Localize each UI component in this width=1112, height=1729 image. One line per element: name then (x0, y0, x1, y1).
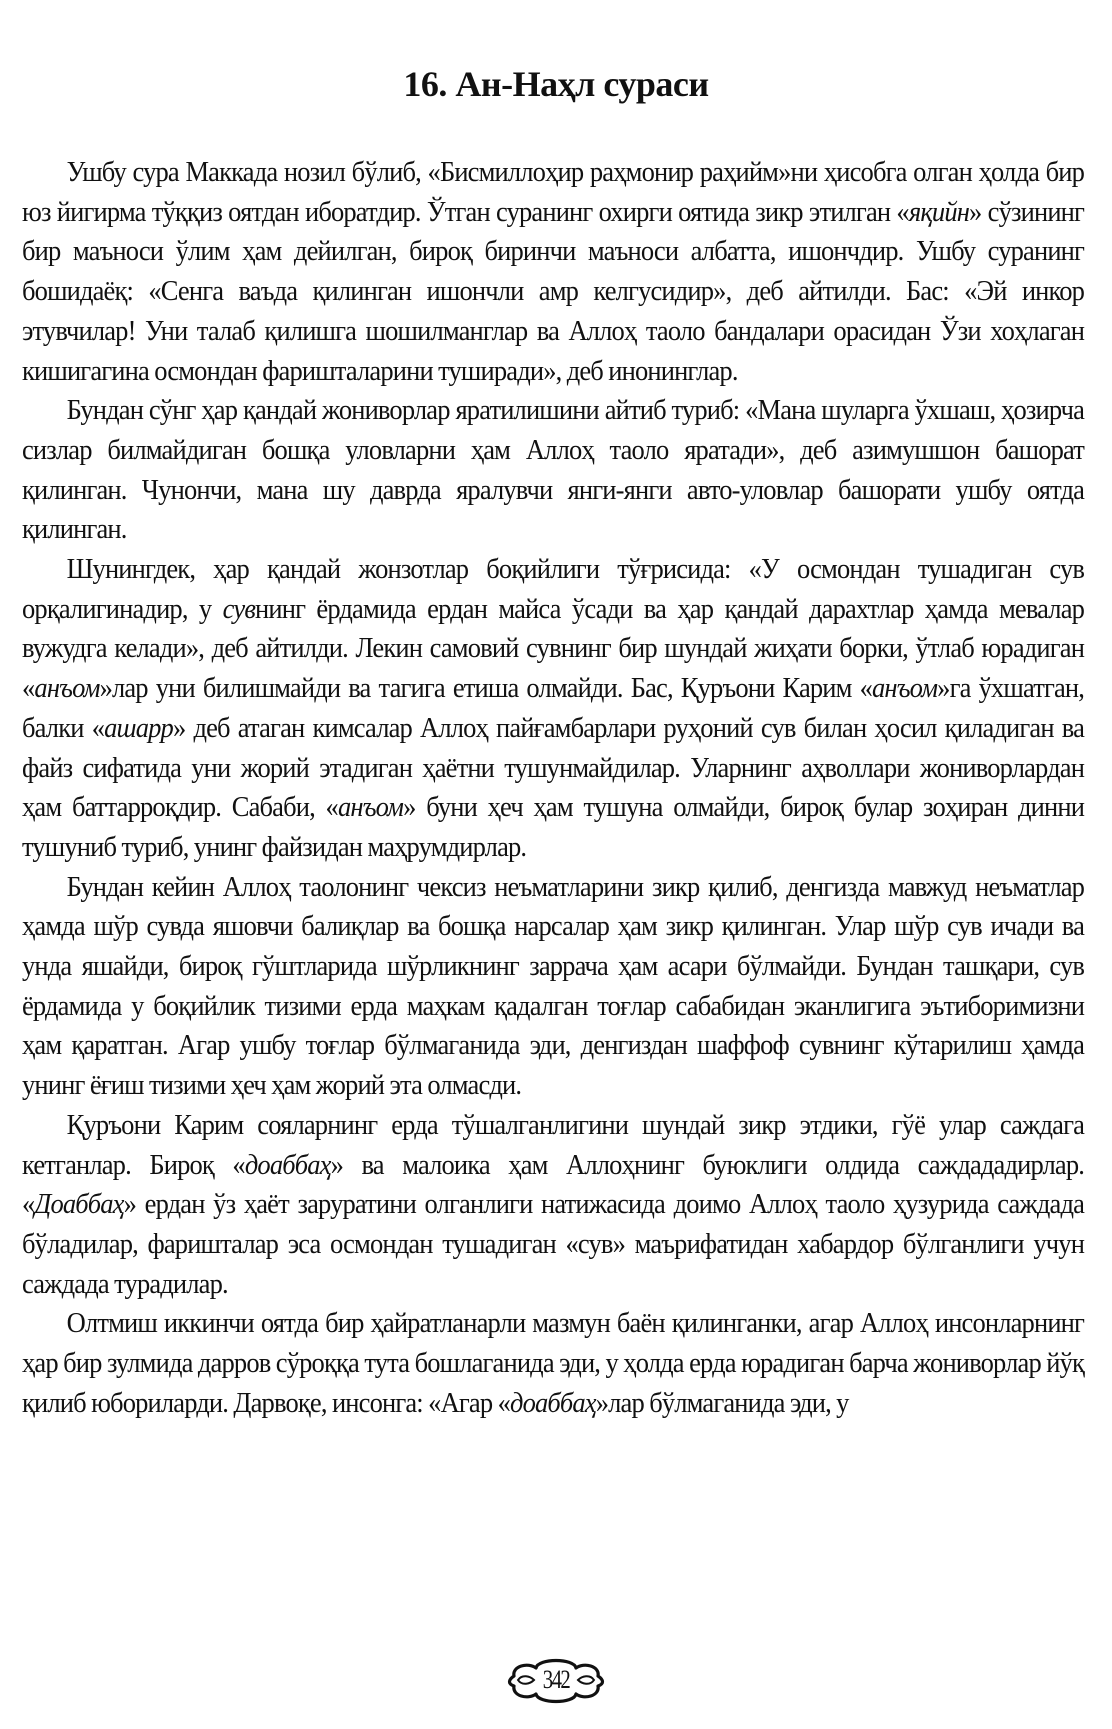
text-run: » ердан ўз ҳаёт заруратини олганлиги натижасида доимо Аллоҳ таоло ҳузурида саждада бўладилар, фаришталар эса осмондан тушадиган «сув» маърифатидан хабардор бўлганлиги учун саждада турадилар. (22, 1189, 1085, 1300)
chapter-title: 16. Ан-Наҳл сураси (403, 64, 709, 104)
text-run: Бундан сўнг ҳар қандай жониворлар яратилишини айтиб туриб: «Мана шуларга ўхшаш, ҳозирча сизлар билмайдиган бошқа уловларни ҳам Аллоҳ таоло яратади», деб азимушшон башорат қилинган. Чунончи, мана шу даврда яралувчи янги-янги авто-уловлар башорати ушбу оятда қилинган. (22, 395, 1085, 546)
italic-term: анъом (34, 673, 100, 705)
text-run: » буни ҳеч ҳам тушуна олмайди, бироқ булар зоҳиран динни тушуниб туриб, унинг файзидан маҳрумдирлар. (22, 792, 1085, 863)
text-run: Қуръони Карим сояларнинг ерда тўшалганлигини шундай зикр этдики, гўё улар саждага кетганлар. Бироқ « (22, 1109, 1085, 1181)
paragraph-5 (22, 1106, 1084, 1305)
text-run: » деб атаган кимсалар Аллоҳ пайғамбарлари руҳоний сув билан ҳосил қиладиган ва файз сифатида уни жорий этадиган ҳаётни тушунмайдилар. Уларнинг аҳволлари жониворлардан ҳам баттарроқдир. Сабаби, « (22, 712, 1085, 824)
italic-term: яқийн (908, 196, 970, 228)
text-run: » ва малоика ҳам Аллоҳнинг буюклиги олдида саждададирлар. « (22, 1149, 1085, 1221)
paragraph-6 (22, 1304, 1084, 1423)
page-number-ornament (506, 1654, 606, 1706)
italic-term: Доаббаҳ (34, 1189, 124, 1221)
page-number: 342 (542, 1665, 570, 1694)
text-run: »лар уни билишмайди ва тагига етиша олмайди. Бас, Қуръони Карим « (99, 673, 873, 705)
italic-term: ашарр (104, 712, 173, 744)
text-run: нинг ёрдамида ердан майса ўсади ва ҳар қандай дарахтлар ҳамда мевалар вужудга келади», деб айтилди. Лекин самовий сувнинг бир шундай жиҳати борки, ўтлаб юрадиган « (22, 593, 1085, 705)
italic-term: анъом (337, 792, 404, 824)
paragraph-4 (22, 868, 1084, 1106)
italic-term: доаббаҳ (510, 1387, 596, 1419)
italic-term: сув (222, 593, 256, 625)
text-run: Олтмиш иккинчи оятда бир ҳайратланарли мазмун баён қилинганки, агар Аллоҳ инсонларнинг ҳар бир зулмида дарров сўроққа тута бошлаганида эди, у ҳолда ерда юрадиган барча жониворлар йўқ қилиб юбориларди. Дарвоқе, инсонга: «Агар « (22, 1308, 1085, 1419)
paragraph-1 (22, 153, 1084, 391)
text-run: Бундан кейин Аллоҳ таолонинг чексиз неъматларини зикр қилиб, денгизда мавжуд неъматлар ҳамда шўр сувда яшовчи балиқлар ва бошқа нарсалар ҳам зикр қилинган. Улар шўр сув ичади ва унда яшайди, бироқ гўштларида шўрликнинг заррача ҳам асари бўлмайди. Бундан ташқари, сув ёрдамида у боқийлик тизими ерда маҳкам қадалган тоғлар сабабидан эканлигига эътиборимизни ҳам қаратган. Агар ушбу тоғлар бўлмаганида эди, денгиздан шаффоф сувнинг кўтарилиш ҳамда унинг ёғиш тизими ҳеч ҳам жорий эта олмасди. (22, 871, 1085, 1102)
page-footer (0, 1654, 1112, 1706)
paragraph-2 (22, 391, 1084, 550)
text-run: »га ўхшатган, балки « (22, 673, 1085, 744)
text-run: Ушбу сура Маккада нозил бўлиб, «Бисмиллоҳир раҳмонир раҳийм»ни ҳисобга олган ҳолда бир юз йигирма тўққиз оятдан иборатдир. Ўтган суранинг охирги оятида зикр этилган « (22, 157, 1085, 228)
italic-term: анъом (872, 673, 938, 705)
paragraph-3 (22, 550, 1084, 868)
body-text (22, 153, 1084, 1424)
text-run: » сўзининг бир маъноси ўлим ҳам дейилган, бироқ биринчи маъноси албатта, ишончдир. Ушбу суранинг бошидаёқ: «Сенга ваъда қилинган ишончли амр келгусидир», деб айтилди. Бас: «Эй инкор этувчилар! Уни талаб қилишга шошилманглар ва Аллоҳ таоло бандалари орасидан Ўзи хоҳлаган кишигагина осмондан фаришталарини туширади», деб инонинглар. (22, 196, 1085, 387)
italic-term: доаббаҳ (244, 1149, 331, 1181)
text-run: Шунингдек, ҳар қандай жонзотлар боқийлиги тўғрисида: «У осмондан тушадиган сув орқалигинадир, у (22, 554, 1085, 625)
text-run: »лар бўлмаганида эди, у (595, 1387, 849, 1419)
